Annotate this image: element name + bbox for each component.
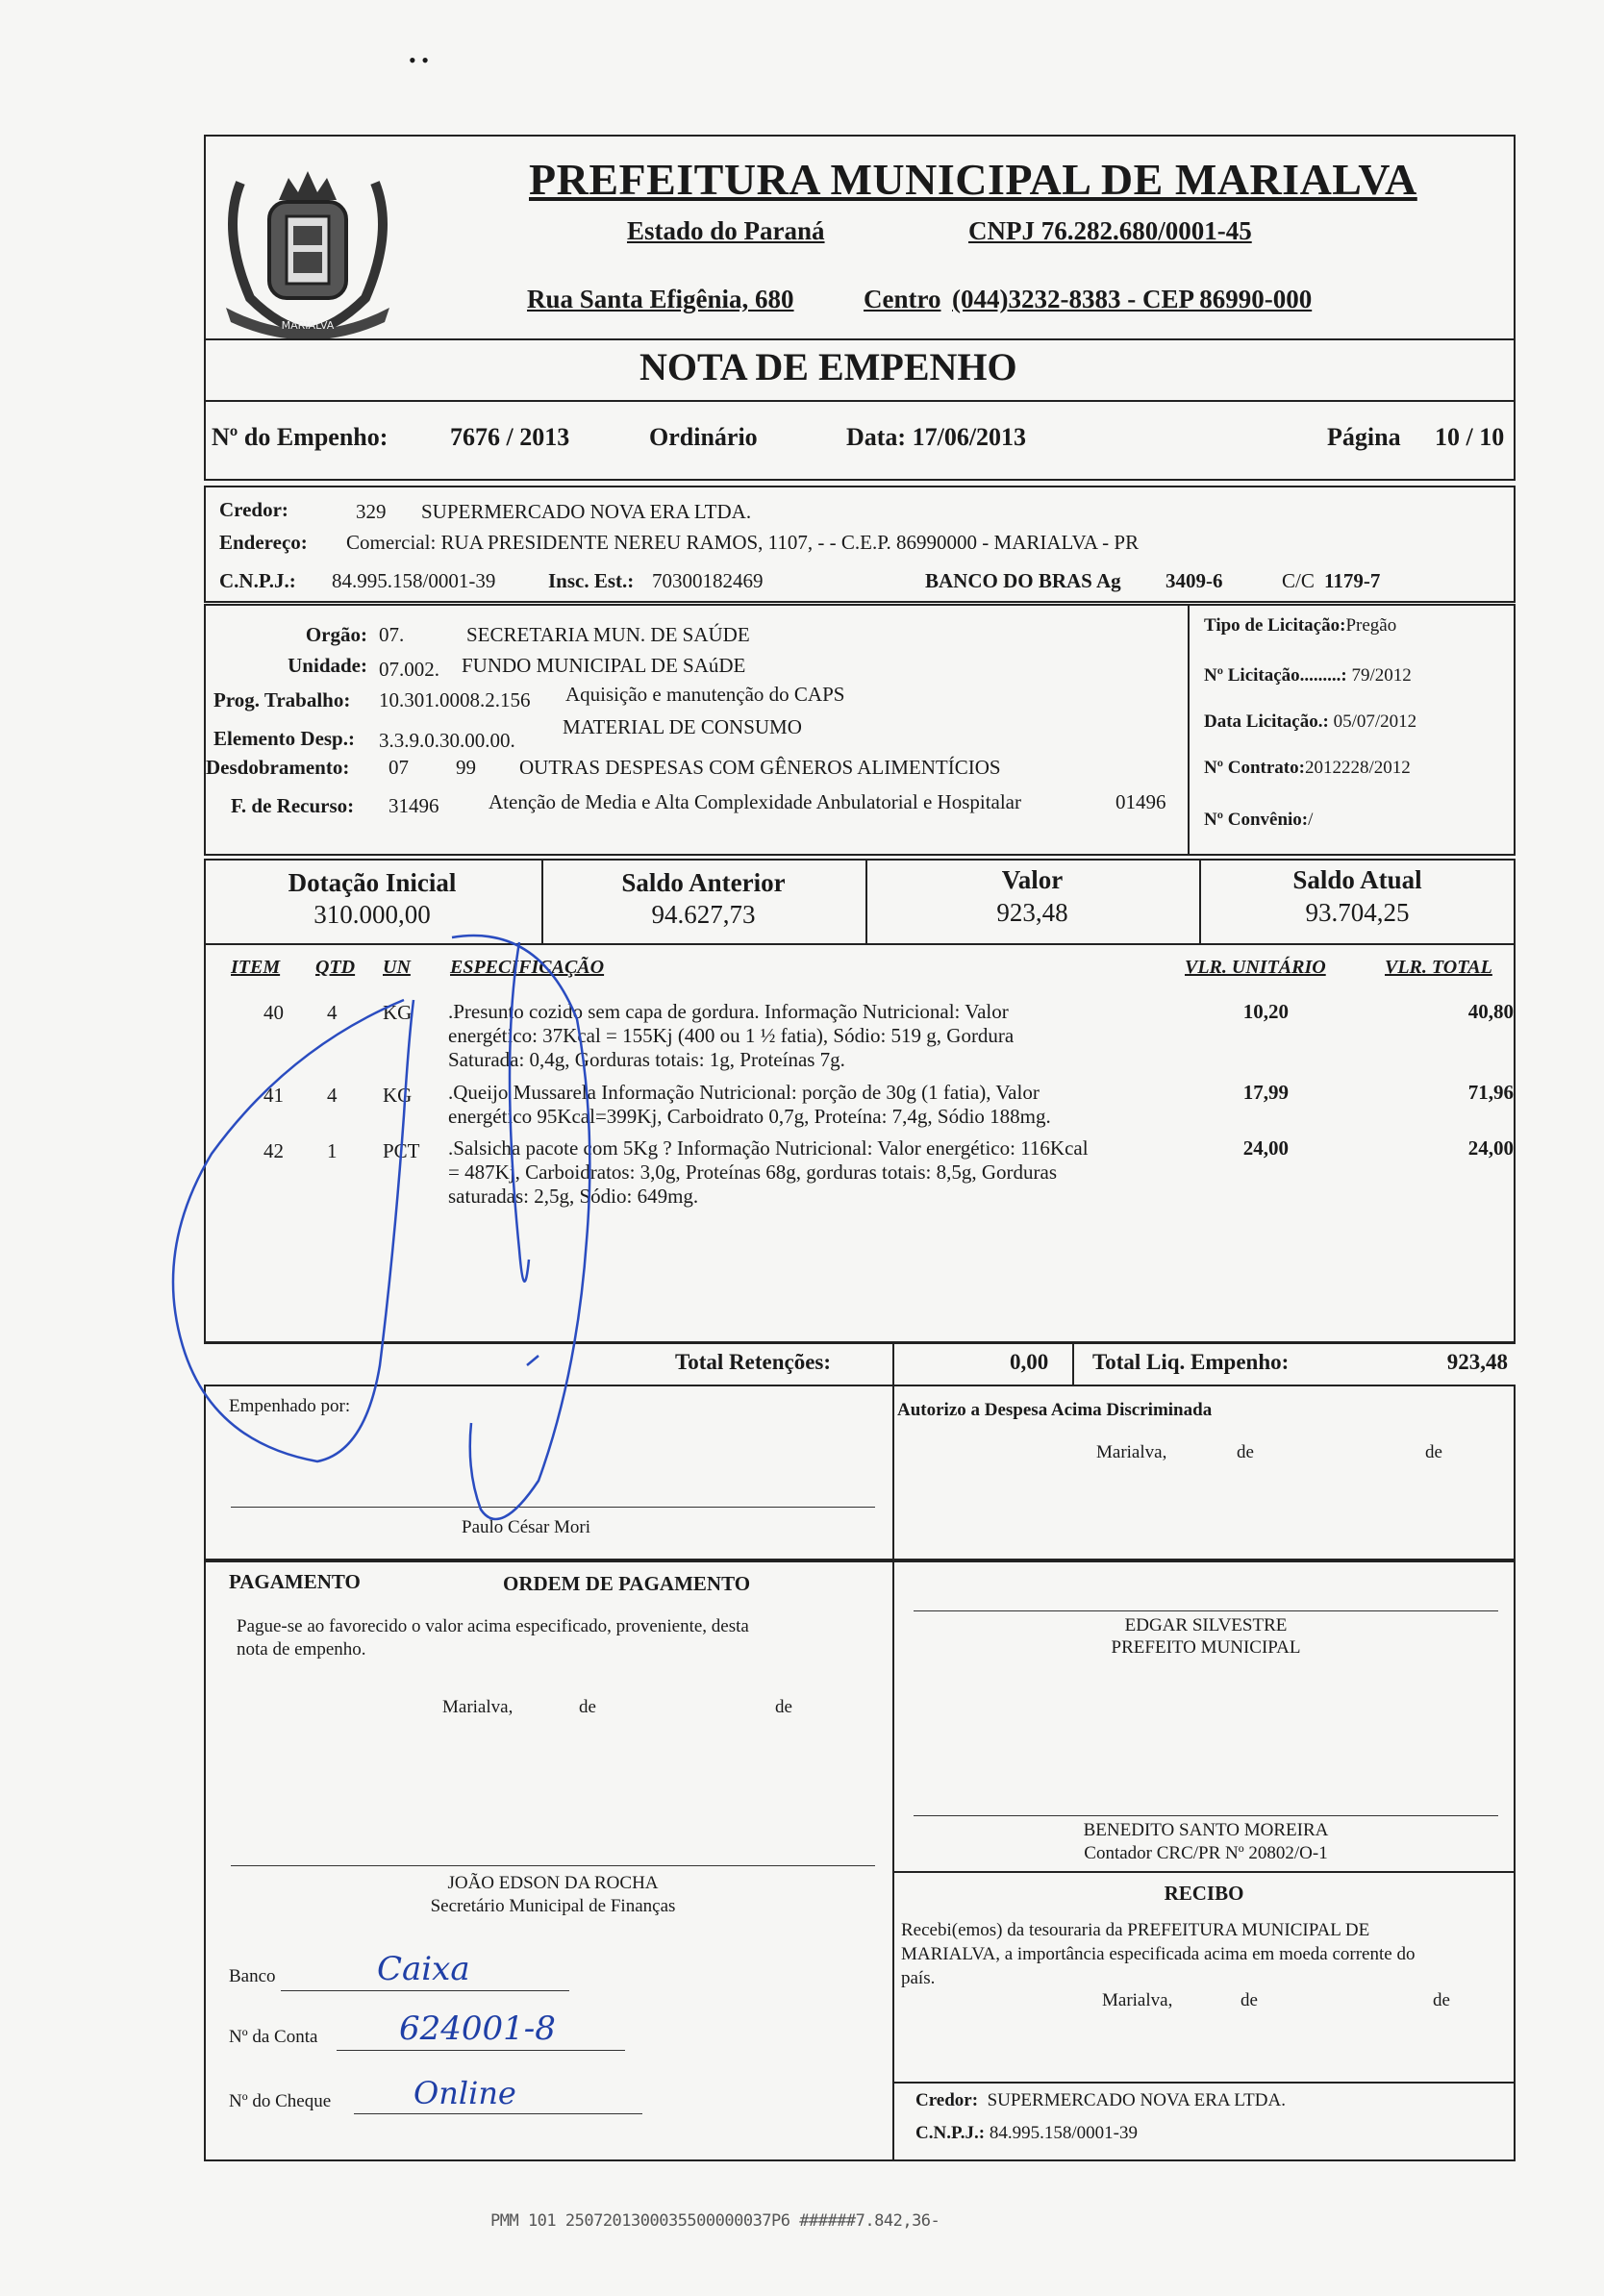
header-district: Centro <box>864 285 941 313</box>
recibo-cnpj: 84.995.158/0001-39 <box>989 2123 1138 2143</box>
recibo-de: de <box>1241 1990 1258 2010</box>
recurso-name: Atenção de Media e Alta Complexidade Anbulatorial e Hospitalar <box>489 790 1021 813</box>
credor-agency: 3409-6 <box>1165 569 1223 592</box>
scan-marks: • • <box>409 48 429 72</box>
retencoes-value: 0,00 <box>1010 1350 1049 1374</box>
licitacao-date-label: Data Licitação.: <box>1204 711 1329 732</box>
autorizo-de: de <box>1425 1442 1442 1462</box>
municipality-title: PREFEITURA MUNICIPAL DE MARIALVA <box>529 155 1417 204</box>
recurso-extra: 01496 <box>1115 790 1166 813</box>
recibo-text-line: país. <box>901 1968 936 1988</box>
item-spec <box>448 1000 1133 1072</box>
header-cnpj: CNPJ 76.282.680/0001-45 <box>968 216 1252 245</box>
item-unit-price: 17,99 <box>1242 1081 1289 1104</box>
liquido-label: Total Liq. Empenho: <box>1092 1350 1290 1374</box>
recibo-text <box>901 1918 1516 1990</box>
pagamento-label: PAGAMENTO <box>229 1570 361 1593</box>
empenho-date: Data: 17/06/2013 <box>846 423 1027 451</box>
item-total: 71,96 <box>1467 1081 1514 1104</box>
unidade-name: FUNDO MUNICIPAL DE SAúDE <box>462 654 746 677</box>
autorizo-de: de <box>1237 1442 1254 1462</box>
credor-cc: 1179-7 <box>1324 569 1381 592</box>
contador-name: BENEDITO SANTO MOREIRA <box>1083 1820 1329 1840</box>
unidade-label: Unidade: <box>288 654 367 677</box>
pagamento-city: Marialva, <box>442 1697 514 1717</box>
convenio-label: Nº Convênio: <box>1204 810 1309 830</box>
prefeito-name: EDGAR SILVESTRE <box>1124 1615 1288 1635</box>
municipal-crest-icon <box>212 144 404 346</box>
item-spec-line: energético: 37Kcal = 155Kj (400 ou 1 ½ fatia), Sódio: 519 g, Gordura <box>448 1024 1015 1047</box>
empenho-number: 7676 / 2013 <box>450 423 570 451</box>
col-total: VLR. TOTAL <box>1385 957 1492 978</box>
secretario-role: Secretário Municipal de Finanças <box>430 1896 676 1916</box>
orgao-label: Orgão: <box>305 623 367 646</box>
item-number: 40 <box>263 1001 284 1024</box>
item-unit: KG <box>383 1001 413 1024</box>
col-spec: ESPECIFICAÇÃO <box>450 957 605 978</box>
liquido-value: 923,48 <box>1446 1350 1508 1374</box>
desdob-sub: 99 <box>456 756 476 779</box>
credor-bank: BANCO DO BRAS Ag <box>925 569 1121 592</box>
cnpj-label: C.N.P.J.: <box>219 569 296 592</box>
dotacao-inicial-label: Dotação Inicial <box>288 868 457 897</box>
recibo-title: RECIBO <box>1164 1882 1244 1905</box>
banco-handwritten: Caixa <box>377 1950 470 1988</box>
desdob-code: 07 <box>388 756 409 779</box>
pagamento-text <box>237 1615 749 1661</box>
col-unit-price: VLR. UNITÁRIO <box>1185 957 1326 978</box>
credor-cnpj: 84.995.158/0001-39 <box>332 569 496 592</box>
item-total: 24,00 <box>1467 1136 1514 1160</box>
prefeito-role: PREFEITO MUNICIPAL <box>1111 1637 1301 1658</box>
item-spec-line: = 487Kj, Carboidratos: 3,0g, Proteínas 68g, gorduras totais: 8,5g, Gorduras <box>448 1160 1058 1184</box>
item-spec <box>448 1136 1133 1209</box>
autorizo-city: Marialva, <box>1096 1442 1167 1462</box>
credor-code: 329 <box>356 500 387 523</box>
recibo-city: Marialva, <box>1102 1990 1173 2010</box>
pagamento-de: de <box>775 1697 792 1717</box>
credor-address: Comercial: RUA PRESIDENTE NEREU RAMOS, 1107, - - C.E.P. 86990000 - MARIALVA - PR <box>346 531 1140 554</box>
item-qty: 4 <box>327 1001 338 1024</box>
secretario-name: JOÃO EDSON DA ROCHA <box>447 1873 659 1893</box>
cheque-label: Nº do Cheque <box>229 2091 332 2111</box>
item-spec-line: .Salsicha pacote com 5Kg ? Informação Nutricional: Valor energético: 116Kcal <box>448 1136 1089 1160</box>
unidade-code: 07.002. <box>379 658 439 681</box>
insc-label: Insc. Est.: <box>548 569 635 592</box>
contador-role: Contador CRC/PR Nº 20802/O-1 <box>1084 1843 1328 1863</box>
item-spec-line: .Presunto cozido sem capa de gordura. Informação Nutricional: Valor <box>448 1000 1009 1023</box>
recurso-code: 31496 <box>388 794 439 817</box>
orgao-code: 07. <box>379 623 405 646</box>
item-unit-price: 24,00 <box>1242 1136 1289 1160</box>
page-number: 10 / 10 <box>1435 423 1505 451</box>
recibo-credor-name: SUPERMERCADO NOVA ERA LTDA. <box>987 2090 1286 2110</box>
prog-label: Prog. Trabalho: <box>213 688 351 711</box>
item-spec-line: Saturada: 0,4g, Gorduras totais: 1g, Proteínas 7g. <box>448 1048 845 1071</box>
document-title: NOTA DE EMPENHO <box>639 345 1017 388</box>
elemento-name: MATERIAL DE CONSUMO <box>563 715 802 738</box>
header-street: Rua Santa Efigênia, 680 <box>527 285 794 313</box>
convenio-number: / <box>1308 810 1314 830</box>
licitacao-number-label: Nº Licitação.........: <box>1204 665 1347 686</box>
pagamento-text-line: Pague-se ao favorecido o valor acima especificado, proveniente, desta <box>237 1616 749 1636</box>
cheque-handwritten: Online <box>414 2075 516 2111</box>
state-name: Estado do Paraná <box>627 216 825 245</box>
cc-label: C/C <box>1282 569 1315 592</box>
col-item: ITEM <box>231 957 281 978</box>
ordem-pagamento-label: ORDEM DE PAGAMENTO <box>503 1572 751 1595</box>
retencoes-label: Total Retenções: <box>675 1350 832 1374</box>
orgao-name: SECRETARIA MUN. DE SAÚDE <box>466 623 750 646</box>
svg-text:MARIALVA: MARIALVA <box>281 319 335 332</box>
address-label: Endereço: <box>219 531 308 554</box>
item-number: 42 <box>263 1139 284 1162</box>
saldo-atual-label: Saldo Atual <box>1292 865 1422 894</box>
recibo-text-line: MARIALVA, a importância especificada acima em moeda corrente do <box>901 1944 1416 1964</box>
empenhado-label: Empenhado por: <box>229 1396 351 1416</box>
item-spec-line: saturadas: 2,5g, Sódio: 649mg. <box>448 1185 699 1208</box>
desdob-label: Desdobramento: <box>206 756 350 779</box>
item-spec <box>448 1081 1133 1129</box>
page-label: Página <box>1327 423 1401 451</box>
empenho-label: Nº do Empenho: <box>212 423 388 451</box>
desdob-name: OUTRAS DESPESAS COM GÊNEROS ALIMENTÍCIOS <box>519 756 1001 779</box>
saldo-anterior-value: 94.627,73 <box>651 900 756 929</box>
recibo-de: de <box>1433 1990 1450 2010</box>
valor-value: 923,48 <box>996 898 1068 927</box>
pagamento-de: de <box>579 1697 596 1717</box>
banco-label: Banco <box>229 1966 276 1986</box>
credor-name: SUPERMERCADO NOVA ERA LTDA. <box>421 500 752 523</box>
contrato-number: 2012228/2012 <box>1304 758 1411 778</box>
recurso-label: F. de Recurso: <box>231 794 355 817</box>
dotacao-inicial-value: 310.000,00 <box>313 900 431 929</box>
tipo-licitacao: Pregão <box>1345 615 1397 636</box>
conta-handwritten: 624001-8 <box>399 2009 556 2048</box>
item-qty: 1 <box>327 1139 338 1162</box>
item-unit: KG <box>383 1084 413 1107</box>
elemento-code: 3.3.9.0.30.00.00. <box>379 729 515 752</box>
empenho-type: Ordinário <box>649 423 758 451</box>
item-unit-price: 10,20 <box>1242 1000 1289 1023</box>
licitacao-number: 79/2012 <box>1351 665 1412 686</box>
credor-insc: 70300182469 <box>652 569 764 592</box>
tipo-licitacao-label: Tipo de Licitação: <box>1204 615 1346 636</box>
saldo-atual-value: 93.704,25 <box>1305 898 1410 927</box>
header-phone-cep: (044)3232-8383 - CEP 86990-000 <box>952 285 1313 313</box>
licitacao-date: 05/07/2012 <box>1333 711 1417 732</box>
contrato-label: Nº Contrato: <box>1204 758 1305 778</box>
prog-code: 10.301.0008.2.156 <box>379 688 531 711</box>
credor-label: Credor: <box>219 498 288 521</box>
saldo-anterior-label: Saldo Anterior <box>621 868 786 897</box>
pagamento-text-line: nota de empenho. <box>237 1639 366 1660</box>
recibo-text-line: Recebi(emos) da tesouraria da PREFEITURA MUNICIPAL DE <box>901 1920 1370 1940</box>
footer-code: PMM 101 2507201300035500000037P6 ######7.842,36- <box>490 2211 940 2231</box>
item-spec-line: .Queijo Mussarela Informação Nutricional: porção de 30g (1 fatia), Valor <box>448 1081 1040 1104</box>
recibo-credor-label: Credor: <box>915 2090 979 2110</box>
valor-label: Valor <box>1001 865 1064 894</box>
item-unit: PCT <box>383 1139 420 1162</box>
item-number: 41 <box>263 1084 284 1107</box>
item-total: 40,80 <box>1467 1000 1514 1023</box>
item-qty: 4 <box>327 1084 338 1107</box>
recibo-cnpj-label: C.N.P.J.: <box>915 2123 986 2143</box>
signature-box <box>204 1385 1516 1560</box>
elemento-label: Elemento Desp.: <box>213 727 355 750</box>
item-spec-line: energético 95Kcal=399Kj, Carboidrato 0,7g, Proteína: 7,4g, Sódio 188mg. <box>448 1105 1051 1128</box>
col-qtd: QTD <box>315 957 356 978</box>
prog-name: Aquisição e manutenção do CAPS <box>565 683 845 706</box>
signer-name: Paulo César Mori <box>462 1517 591 1537</box>
autorizo-title: Autorizo a Despesa Acima Discriminada <box>897 1400 1213 1420</box>
conta-label: Nº da Conta <box>229 2027 318 2047</box>
col-un: UN <box>383 957 411 978</box>
